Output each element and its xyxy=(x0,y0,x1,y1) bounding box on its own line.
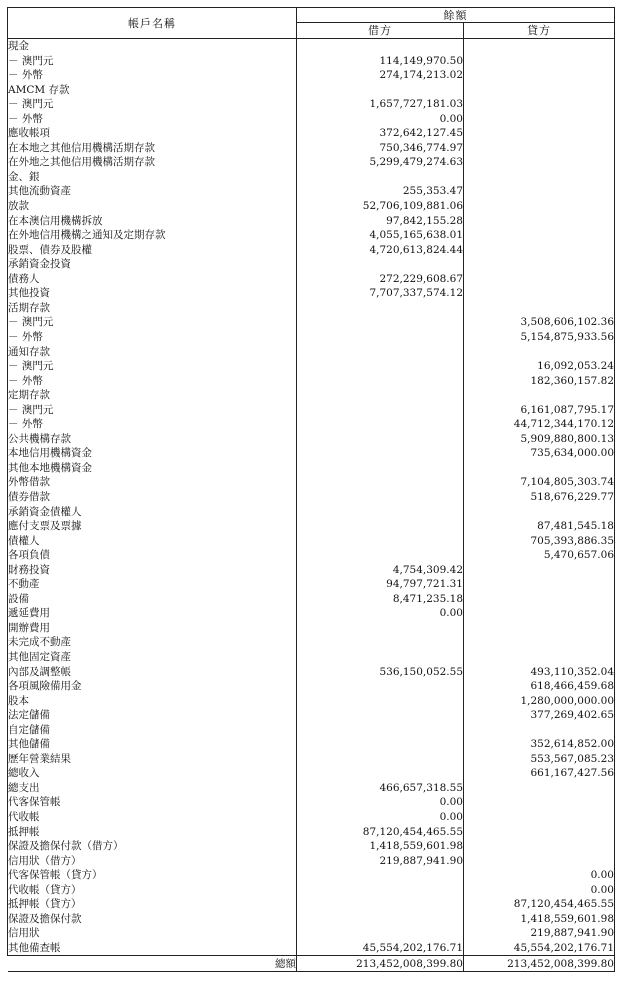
account-name-cell: 各項風險備用金 xyxy=(8,679,297,694)
credit-cell xyxy=(464,795,615,810)
account-name-cell: 活期存款 xyxy=(8,301,297,316)
credit-cell xyxy=(464,635,615,650)
account-name-cell: 其他固定資產 xyxy=(8,650,297,665)
account-name-cell: AMCM 存款 xyxy=(8,83,297,98)
account-name-cell: 遞延費用 xyxy=(8,606,297,621)
account-name-cell: 公共機構存款 xyxy=(8,432,297,447)
debit-cell xyxy=(297,461,464,476)
ledger-row xyxy=(8,650,615,665)
header-debit: 借方 xyxy=(297,23,464,39)
ledger-row xyxy=(8,505,615,520)
debit-cell xyxy=(297,446,464,461)
account-name-cell: 代客保管帳（貸方） xyxy=(8,868,297,883)
account-name-cell: 承銷資金投資 xyxy=(8,257,297,272)
credit-cell xyxy=(464,83,615,98)
debit-cell xyxy=(297,388,464,403)
account-name-cell: 信用狀 xyxy=(8,926,297,941)
debit-cell: 4,754,309.42 xyxy=(297,563,464,578)
ledger-row xyxy=(8,272,615,287)
account-name-cell: 其他儲備 xyxy=(8,737,297,752)
account-name-cell: 通知存款 xyxy=(8,344,297,359)
account-name-cell: 債務人 xyxy=(8,272,297,287)
debit-cell xyxy=(297,650,464,665)
ledger-row xyxy=(8,359,615,374)
credit-cell: 6,161,087,795.17 xyxy=(464,403,615,418)
ledger-row xyxy=(8,912,615,927)
account-name-cell: 設備 xyxy=(8,592,297,607)
debit-cell xyxy=(297,708,464,723)
account-name-cell: 保證及擔保付款（借方） xyxy=(8,839,297,854)
account-name-cell: 其他本地機構資金 xyxy=(8,461,297,476)
account-name-cell: 代收帳（貸方） xyxy=(8,883,297,898)
ledger-row xyxy=(8,825,615,840)
credit-cell: 352,614,852.00 xyxy=(464,737,615,752)
debit-cell xyxy=(297,344,464,359)
ledger-row xyxy=(8,606,615,621)
ledger-row xyxy=(8,388,615,403)
credit-cell: 493,110,352.04 xyxy=(464,665,615,680)
debit-cell xyxy=(297,912,464,927)
account-name-cell: 總收入 xyxy=(8,766,297,781)
account-name-cell: 在本澳信用機構拆放 xyxy=(8,214,297,229)
trial-balance-table xyxy=(7,7,615,972)
debit-cell: 372,642,127.45 xyxy=(297,126,464,141)
credit-cell: 518,676,229.77 xyxy=(464,490,615,505)
credit-cell: 377,269,402.65 xyxy=(464,708,615,723)
credit-cell xyxy=(464,344,615,359)
ledger-row xyxy=(8,374,615,389)
credit-cell: 5,470,657.06 xyxy=(464,548,615,563)
credit-cell: 0.00 xyxy=(464,883,615,898)
ledger-row xyxy=(8,563,615,578)
ledger-row xyxy=(8,665,615,680)
debit-cell: 87,120,454,465.55 xyxy=(297,825,464,840)
debit-cell xyxy=(297,83,464,98)
ledger-row xyxy=(8,184,615,199)
credit-cell xyxy=(464,606,615,621)
account-name-cell: 在外地之其他信用機構活期存款 xyxy=(8,155,297,170)
account-name-cell: 應付支票及票據 xyxy=(8,519,297,534)
account-name-cell: 歷年營業結果 xyxy=(8,752,297,767)
ledger-row xyxy=(8,490,615,505)
credit-cell xyxy=(464,126,615,141)
credit-cell xyxy=(464,286,615,301)
total-label: 總額 xyxy=(8,956,297,972)
ledger-row xyxy=(8,592,615,607)
ledger-body xyxy=(8,39,615,956)
debit-cell xyxy=(297,374,464,389)
credit-cell: 3,508,606,102.36 xyxy=(464,315,615,330)
account-name-cell: － 外幣 xyxy=(8,112,297,127)
debit-cell xyxy=(297,301,464,316)
debit-cell: 8,471,235.18 xyxy=(297,592,464,607)
ledger-row xyxy=(8,577,615,592)
account-name-cell: 放款 xyxy=(8,199,297,214)
account-name-cell: 應收帳項 xyxy=(8,126,297,141)
credit-cell xyxy=(464,810,615,825)
ledger-row xyxy=(8,446,615,461)
account-name-cell: 財務投資 xyxy=(8,563,297,578)
debit-cell: 0.00 xyxy=(297,810,464,825)
account-name-cell: 股票、債券及股權 xyxy=(8,243,297,258)
account-name-cell: 外幣借款 xyxy=(8,475,297,490)
credit-cell: 87,481,545.18 xyxy=(464,519,615,534)
account-name-cell: 抵押帳（貸方） xyxy=(8,897,297,912)
credit-cell xyxy=(464,199,615,214)
account-name-cell: 其他流動資產 xyxy=(8,184,297,199)
credit-cell: 5,909,880,800.13 xyxy=(464,432,615,447)
debit-cell xyxy=(297,868,464,883)
ledger-row xyxy=(8,432,615,447)
credit-cell xyxy=(464,214,615,229)
account-name-cell: 其他備查帳 xyxy=(8,941,297,956)
debit-cell: 255,353.47 xyxy=(297,184,464,199)
debit-cell: 52,706,109,881.06 xyxy=(297,199,464,214)
credit-cell xyxy=(464,243,615,258)
credit-cell xyxy=(464,650,615,665)
debit-cell xyxy=(297,315,464,330)
ledger-row xyxy=(8,228,615,243)
debit-cell xyxy=(297,257,464,272)
account-name-cell: 信用狀（借方） xyxy=(8,854,297,869)
ledger-row xyxy=(8,475,615,490)
account-name-cell: 在本地之其他信用機構活期存款 xyxy=(8,141,297,156)
ledger-row xyxy=(8,781,615,796)
account-name-cell: 法定儲備 xyxy=(8,708,297,723)
account-name-cell: 股本 xyxy=(8,694,297,709)
credit-cell: 553,567,085.23 xyxy=(464,752,615,767)
ledger-row xyxy=(8,839,615,854)
ledger-row xyxy=(8,417,615,432)
ledger-row xyxy=(8,126,615,141)
account-name-cell: 金、銀 xyxy=(8,170,297,185)
ledger-row xyxy=(8,548,615,563)
account-name-cell: － 外幣 xyxy=(8,68,297,83)
debit-cell xyxy=(297,39,464,54)
ledger-row xyxy=(8,141,615,156)
debit-cell: 750,346,774.97 xyxy=(297,141,464,156)
credit-cell xyxy=(464,112,615,127)
account-name-cell: － 外幣 xyxy=(8,374,297,389)
account-name-cell: 保證及擔保付款 xyxy=(8,912,297,927)
header-balance: 餘額 xyxy=(297,8,615,23)
credit-cell xyxy=(464,257,615,272)
ledger-row xyxy=(8,708,615,723)
debit-cell xyxy=(297,883,464,898)
debit-cell: 114,149,970.50 xyxy=(297,54,464,69)
credit-cell xyxy=(464,39,615,54)
debit-cell: 4,055,165,638.01 xyxy=(297,228,464,243)
debit-cell: 0.00 xyxy=(297,112,464,127)
debit-cell xyxy=(297,403,464,418)
credit-cell xyxy=(464,825,615,840)
header-account-name: 帳戶名稱 xyxy=(8,8,297,39)
ledger-row xyxy=(8,926,615,941)
credit-cell xyxy=(464,621,615,636)
account-name-cell: 各項負債 xyxy=(8,548,297,563)
account-name-cell: 定期存款 xyxy=(8,388,297,403)
debit-cell xyxy=(297,170,464,185)
debit-cell: 4,720,613,824.44 xyxy=(297,243,464,258)
credit-cell: 219,887,941.90 xyxy=(464,926,615,941)
ledger-row xyxy=(8,883,615,898)
ledger-row xyxy=(8,534,615,549)
ledger-row xyxy=(8,199,615,214)
debit-cell xyxy=(297,417,464,432)
credit-cell xyxy=(464,592,615,607)
debit-cell: 536,150,052.55 xyxy=(297,665,464,680)
debit-cell xyxy=(297,737,464,752)
credit-cell xyxy=(464,141,615,156)
ledger-row xyxy=(8,286,615,301)
debit-cell xyxy=(297,534,464,549)
credit-cell: 87,120,454,465.55 xyxy=(464,897,615,912)
ledger-row xyxy=(8,621,615,636)
ledger-row xyxy=(8,170,615,185)
ledger-row xyxy=(8,257,615,272)
debit-cell xyxy=(297,490,464,505)
debit-cell: 7,707,337,574.12 xyxy=(297,286,464,301)
ledger-row xyxy=(8,854,615,869)
credit-cell: 44,712,344,170.12 xyxy=(464,417,615,432)
debit-cell xyxy=(297,621,464,636)
account-name-cell: 代客保管帳 xyxy=(8,795,297,810)
ledger-row xyxy=(8,54,615,69)
debit-cell xyxy=(297,752,464,767)
account-name-cell: 總支出 xyxy=(8,781,297,796)
ledger-row xyxy=(8,83,615,98)
ledger-row xyxy=(8,243,615,258)
account-name-cell: － 澳門元 xyxy=(8,54,297,69)
credit-cell xyxy=(464,228,615,243)
debit-cell: 1,418,559,601.98 xyxy=(297,839,464,854)
debit-cell xyxy=(297,330,464,345)
debit-cell xyxy=(297,505,464,520)
account-name-cell: 債權人 xyxy=(8,534,297,549)
credit-cell xyxy=(464,97,615,112)
ledger-row xyxy=(8,679,615,694)
debit-cell xyxy=(297,432,464,447)
account-name-cell: － 澳門元 xyxy=(8,403,297,418)
credit-cell xyxy=(464,301,615,316)
account-name-cell: 抵押帳 xyxy=(8,825,297,840)
credit-cell: 7,104,805,303.74 xyxy=(464,475,615,490)
debit-cell xyxy=(297,359,464,374)
credit-cell: 16,092,053.24 xyxy=(464,359,615,374)
debit-cell xyxy=(297,475,464,490)
ledger-row xyxy=(8,301,615,316)
ledger-row xyxy=(8,941,615,956)
credit-cell xyxy=(464,723,615,738)
debit-cell xyxy=(297,519,464,534)
credit-cell xyxy=(464,68,615,83)
account-name-cell: 內部及調整帳 xyxy=(8,665,297,680)
debit-cell xyxy=(297,548,464,563)
credit-cell: 0.00 xyxy=(464,868,615,883)
account-name-cell: 未完成不動產 xyxy=(8,635,297,650)
debit-cell xyxy=(297,926,464,941)
account-name-cell: 承銷資金債權人 xyxy=(8,505,297,520)
account-name-cell: 現金 xyxy=(8,39,297,54)
account-name-cell: － 外幣 xyxy=(8,417,297,432)
debit-cell xyxy=(297,635,464,650)
debit-cell: 219,887,941.90 xyxy=(297,854,464,869)
debit-cell: 272,229,608.67 xyxy=(297,272,464,287)
header-credit: 貸方 xyxy=(464,23,615,39)
debit-cell: 94,797,721.31 xyxy=(297,577,464,592)
ledger-row xyxy=(8,694,615,709)
credit-cell: 618,466,459.68 xyxy=(464,679,615,694)
debit-cell: 0.00 xyxy=(297,606,464,621)
credit-cell xyxy=(464,155,615,170)
account-name-cell: 代收帳 xyxy=(8,810,297,825)
credit-cell: 1,418,559,601.98 xyxy=(464,912,615,927)
credit-cell: 5,154,875,933.56 xyxy=(464,330,615,345)
credit-cell xyxy=(464,461,615,476)
account-name-cell: 本地信用機構資金 xyxy=(8,446,297,461)
debit-cell: 1,657,727,181.03 xyxy=(297,97,464,112)
credit-cell xyxy=(464,272,615,287)
account-name-cell: 自定儲備 xyxy=(8,723,297,738)
credit-cell xyxy=(464,170,615,185)
ledger-row xyxy=(8,112,615,127)
debit-cell: 466,657,318.55 xyxy=(297,781,464,796)
account-name-cell: － 外幣 xyxy=(8,330,297,345)
ledger-row xyxy=(8,344,615,359)
account-name-cell: － 澳門元 xyxy=(8,97,297,112)
ledger-row xyxy=(8,97,615,112)
ledger-row xyxy=(8,810,615,825)
debit-cell: 5,299,479,274.63 xyxy=(297,155,464,170)
credit-cell: 45,554,202,176.71 xyxy=(464,941,615,956)
credit-cell: 661,167,427.56 xyxy=(464,766,615,781)
debit-cell xyxy=(297,766,464,781)
credit-cell: 182,360,157.82 xyxy=(464,374,615,389)
account-name-cell: － 澳門元 xyxy=(8,315,297,330)
total-row xyxy=(8,956,615,972)
ledger-row xyxy=(8,635,615,650)
ledger-row xyxy=(8,214,615,229)
credit-cell xyxy=(464,505,615,520)
account-name-cell: 開辦費用 xyxy=(8,621,297,636)
credit-cell xyxy=(464,563,615,578)
credit-cell xyxy=(464,54,615,69)
debit-cell: 274,174,213.02 xyxy=(297,68,464,83)
credit-cell: 735,634,000.00 xyxy=(464,446,615,461)
credit-cell xyxy=(464,184,615,199)
ledger-row xyxy=(8,752,615,767)
credit-cell xyxy=(464,854,615,869)
debit-cell: 45,554,202,176.71 xyxy=(297,941,464,956)
ledger-row xyxy=(8,795,615,810)
ledger-row xyxy=(8,39,615,54)
credit-cell xyxy=(464,839,615,854)
debit-cell: 97,842,155.28 xyxy=(297,214,464,229)
credit-cell xyxy=(464,388,615,403)
total-debit: 213,452,008,399.80 xyxy=(297,956,464,972)
ledger-row xyxy=(8,461,615,476)
credit-cell: 705,393,886.35 xyxy=(464,534,615,549)
ledger-row xyxy=(8,737,615,752)
debit-cell xyxy=(297,723,464,738)
debit-cell: 0.00 xyxy=(297,795,464,810)
account-name-cell: 不動產 xyxy=(8,577,297,592)
ledger-row xyxy=(8,519,615,534)
debit-cell xyxy=(297,679,464,694)
ledger-row xyxy=(8,766,615,781)
ledger-row xyxy=(8,723,615,738)
debit-cell xyxy=(297,694,464,709)
ledger-row xyxy=(8,330,615,345)
ledger-row xyxy=(8,868,615,883)
ledger-row xyxy=(8,155,615,170)
credit-cell: 1,280,000,000.00 xyxy=(464,694,615,709)
account-name-cell: 債券借款 xyxy=(8,490,297,505)
ledger-row xyxy=(8,403,615,418)
credit-cell xyxy=(464,781,615,796)
ledger-row xyxy=(8,315,615,330)
account-name-cell: 在外地信用機構之通知及定期存款 xyxy=(8,228,297,243)
debit-cell xyxy=(297,897,464,912)
account-name-cell: － 澳門元 xyxy=(8,359,297,374)
ledger-row xyxy=(8,68,615,83)
ledger-row xyxy=(8,897,615,912)
credit-cell xyxy=(464,577,615,592)
account-name-cell: 其他投資 xyxy=(8,286,297,301)
total-credit: 213,452,008,399.80 xyxy=(464,956,615,972)
